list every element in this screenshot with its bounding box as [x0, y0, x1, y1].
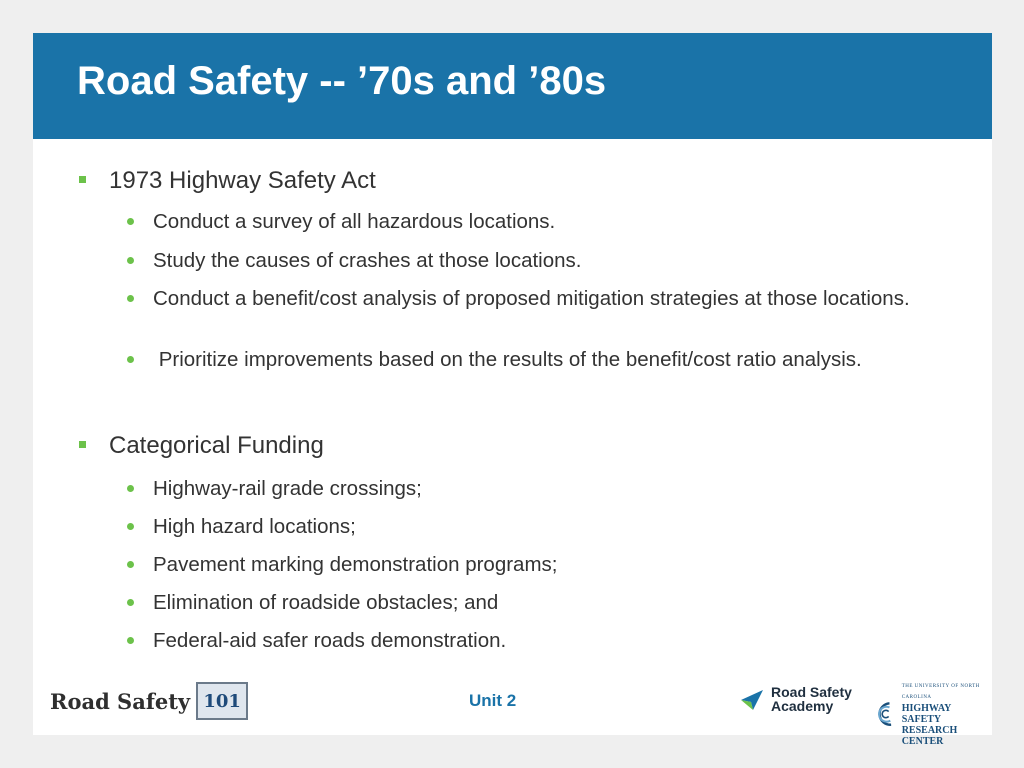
list-item	[153, 348, 953, 371]
hsrc-logo-line1: HIGHWAY SAFETY	[901, 703, 951, 725]
round-bullet-icon	[127, 637, 134, 644]
list-item	[153, 591, 953, 614]
road-safety-101-logo	[50, 681, 248, 721]
unit-label: Unit 2	[469, 691, 517, 710]
list-item	[153, 515, 953, 538]
list-item-text: Conduct a survey of all hazardous locations.	[153, 210, 556, 233]
list-item	[153, 249, 953, 272]
square-bullet-icon	[79, 441, 86, 448]
list-item	[153, 553, 953, 576]
academy-logo-text	[771, 685, 852, 713]
round-bullet-icon	[127, 295, 134, 302]
logo-text: Road Safety	[50, 688, 191, 714]
hsrc-logo-small: THE UNIVERSITY OF NORTH CAROLINA	[901, 684, 980, 700]
academy-logo-line2: Academy	[771, 698, 834, 714]
round-bullet-icon	[127, 561, 134, 568]
road-safety-academy-logo	[739, 685, 852, 713]
swirl-icon	[873, 697, 898, 731]
slide-title: Road Safety -- ’70s and ’80s	[77, 59, 607, 103]
list-item-text: Prioritize improvements based on the results of the benefit/cost ratio analysis.	[153, 348, 862, 371]
slide	[33, 33, 992, 747]
list-item	[153, 629, 953, 652]
section-heading	[109, 167, 376, 195]
round-bullet-icon	[127, 218, 134, 225]
hsrc-logo	[873, 681, 992, 747]
round-bullet-icon	[127, 523, 134, 530]
hsrc-logo-line2: RESEARCH CENTER	[901, 725, 958, 747]
round-bullet-icon	[127, 599, 134, 606]
academy-logo-line1: Road Safety	[771, 684, 852, 700]
list-item-text: Pavement marking demonstration programs;	[153, 553, 558, 576]
list-item-text: Federal-aid safer roads demonstration.	[153, 629, 507, 652]
title-bar	[33, 33, 992, 139]
section-heading	[109, 432, 324, 460]
list-item-text: Conduct a benefit/cost analysis of proposed mitigation strategies at those locations.	[153, 287, 910, 310]
list-item-text: High hazard locations;	[153, 515, 356, 538]
road-arrow-icon	[739, 686, 765, 712]
section-heading-text: Categorical Funding	[109, 432, 324, 459]
round-bullet-icon	[127, 485, 134, 492]
list-item-text: Elimination of roadside obstacles; and	[153, 591, 499, 614]
list-item-text: Highway-rail grade crossings;	[153, 477, 422, 500]
round-bullet-icon	[127, 257, 134, 264]
list-item	[153, 477, 953, 500]
square-bullet-icon	[79, 176, 86, 183]
hsrc-logo-text	[902, 681, 992, 747]
list-item-text: Study the causes of crashes at those locations.	[153, 249, 582, 272]
round-bullet-icon	[127, 356, 134, 363]
list-item	[153, 287, 953, 310]
logo-number: 101	[196, 682, 248, 720]
section-heading-text: 1973 Highway Safety Act	[109, 167, 376, 194]
list-item	[153, 210, 953, 233]
